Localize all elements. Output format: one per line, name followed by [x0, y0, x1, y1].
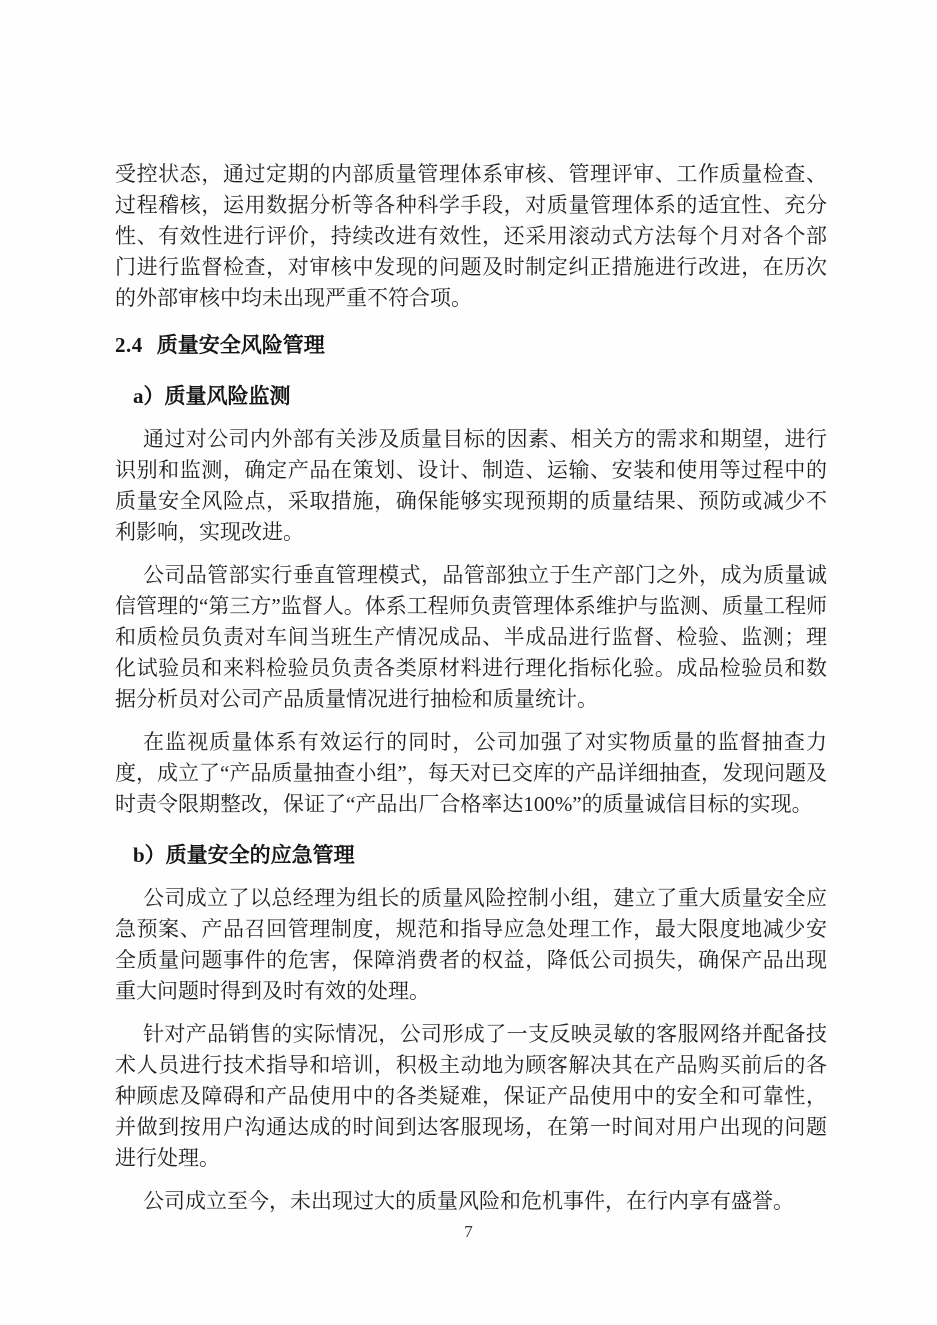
section-heading [115, 330, 827, 361]
subsection-b-heading: b）质量安全的应急管理 [133, 843, 355, 867]
paragraph-emergency-management-2: 针对产品销售的实际情况，公司形成了一支反映灵敏的客服网络并配备技术人员进行技术指导和培训，积极主动地为顾客解决其在产品购买前后的各种顾虑及障碍和产品使用中的各类疑难，保证产品使用中的安全和可靠性，并做到按用户沟通达成的时间到达客服现场，在第一时间对用户出现的问题进行处理。 [115, 1022, 827, 1170]
intro-paragraph: 受控状态，通过定期的内部质量管理体系审核、管理评审、工作质量检查、过程稽核，运用数据分析等各种科学手段，对质量管理体系的适宜性、充分性、有效性进行评价，持续改进有效性，还采用滚动式方法每个月对各个部门进行监督检查，对审核中发现的问题及时制定纠正措施进行改进，在历次的外部审核中均未出现严重不符合项。 [115, 162, 827, 310]
subsection-a-heading: a）质量风险监测 [133, 384, 291, 408]
paragraph-risk-monitoring-1: 通过对公司内外部有关涉及质量目标的因素、相关方的需求和期望，进行识别和监测，确定产品在策划、设计、制造、运输、安装和使用等过程中的质量安全风险点，采取措施，确保能够实现预期的质量结果、预防或减少不利影响，实现改进。 [115, 427, 827, 544]
document-body [115, 159, 827, 1229]
page-number: 7 [464, 1222, 473, 1241]
paragraph-emergency-management-1: 公司成立了以总经理为组长的质量风险控制小组，建立了重大质量安全应急预案、产品召回管理制度，规范和指导应急处理工作，最大限度地减少安全质量问题事件的危害，保障消费者的权益，降低公司损失，确保产品出现重大问题时得到及时有效的处理。 [115, 886, 827, 1003]
section-title: 质量安全风险管理 [156, 333, 325, 357]
paragraph-emergency-management-3: 公司成立至今，未出现过大的质量风险和危机事件，在行内享有盛誉。 [143, 1189, 794, 1213]
section-number: 2.4 [115, 333, 143, 357]
paragraph-risk-monitoring-3: 在监视质量体系有效运行的同时，公司加强了对实物质量的监督抽查力度，成立了“产品质量抽查小组”，每天对已交库的产品详细抽查，发现问题及时责令限期整改，保证了“产品出厂合格率达100%”的质量诚信目标的实现。 [115, 730, 827, 816]
paragraph-risk-monitoring-2: 公司品管部实行垂直管理模式，品管部独立于生产部门之外，成为质量诚信管理的“第三方”监督人。体系工程师负责管理体系维护与监测、质量工程师和质检员负责对车间当班生产情况成品、半成品进行监督、检验、监测；理化试验员和来料检验员负责各类原材料进行理化指标化验。成品检验员和数据分析员对公司产品质量情况进行抽检和质量统计。 [115, 563, 827, 711]
